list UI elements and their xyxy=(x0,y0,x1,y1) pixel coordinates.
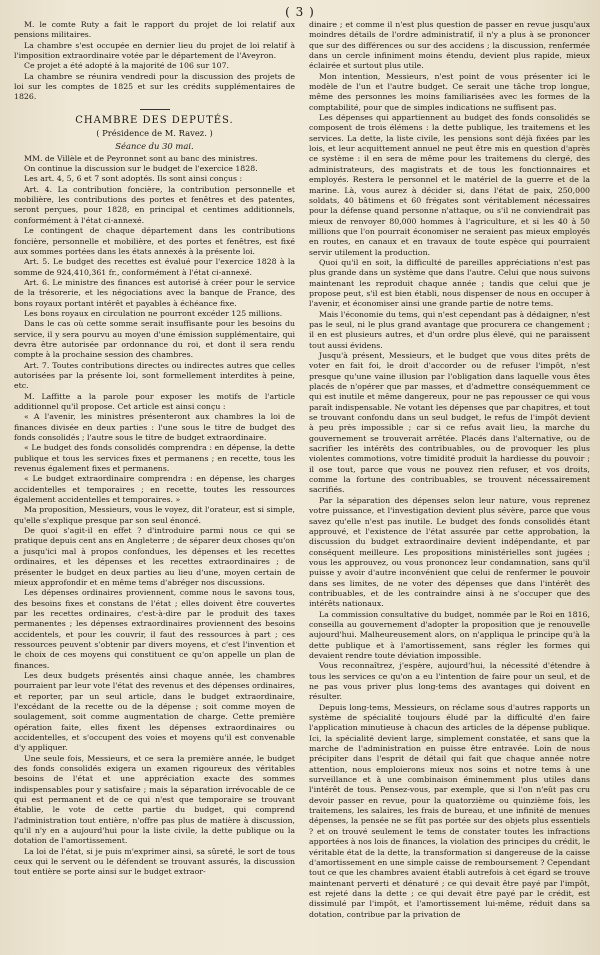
body-paragraph: Dans le cas où cette somme serait insuffisante pour les besoins du service, il y sera pourvu au moyen d'une émission supplémentaire, qui devra être autorisée par ordonnance du roi, et dont il sera rendu compte à la prochaine session des chambres. xyxy=(14,319,295,360)
body-paragraph: Les bons royaux en circulation ne pourront excéder 125 millions. xyxy=(24,308,283,318)
intro-paragraph: La chambre se réunira vendredi pour la discussion des projets de loi sur les comptes de 1825 et sur les crédits supplémentaires de 1826. xyxy=(14,71,295,102)
body-paragraph: Les dépenses ordinaires proviennent, comme nous le savons tous, des besoins fixes et constans de l'état ; elles doivent être couvertes par les recettes ordinaires, c'est-à-dire par le produit des taxes permanentes ; les dépenses extraordinaires proviennent des besoins accidentels, et pour les couvrir, il faut des ressources à part ; ces ressources peuvent s'obtenir par divers moyens, et c'est l'invention et le choix de ces moyens qui constituent ce qu'on appelle un plan de finances. xyxy=(14,588,295,670)
right-column xyxy=(309,20,590,949)
intro-paragraph: La chambre s'est occupée en dernier lieu du projet de loi relatif à l'imposition extraordinaire votée par le département de l'Aveyron. xyxy=(14,40,295,61)
body-paragraph: Les dépenses qui appartiennent au budget des fonds consolidés se composent de trois élémens : la dette publique, les traitemens et les services. La dette, la liste civile, les pensions sont déjà fixées par les lois, et leur acquittement annuel ne peut être mis en question d'après ce système : il en sera de même pour les traitemens du clergé, des administrateurs, des magistrats et de tous les fonctionnaires et employés. Restera le personnel et le matériel de la guerre et de la marine. Là, vous aurez à décider si, dans l'état de paix, 250,000 soldats, 40 bâtimens et 60 frégates sont véritablement nécessaires pour la défense quand personne n'attaque, ou s'il ne conviendrait pas mieux de renvoyer 80,000 hommes à l'agriculture, et si les 40 à 50 millions que l'on pourrait économiser ne seraient pas mieux employés en routes, en canaux et en travaux de toute espèce qui pourraient servir utilement la production. xyxy=(309,113,590,257)
body-paragraph: Vous reconnaîtrez, j'espère, aujourd'hui, la nécessité d'étendre à tous les services ce qu'on a eu l'intention de faire pour un seul, et de ne pas vous priver plus long-tems des avantages qui doivent en résulter. xyxy=(309,661,590,702)
body-paragraph: Mais l'économie du tems, qui n'est cependant pas à dédaigner, n'est pas le seul, ni le plus grand avantage que procurera ce changement ; il en est plusieurs autres, et d'un ordre plus élevé, qui ne paraissent tout aussi évidens. xyxy=(309,309,590,350)
body-paragraph: Jusqu'à présent, Messieurs, et le budget que vous dites prêts de voter en fait foi, le droit d'accorder ou de refuser l'impôt, n'est presque qu'une vaine illusion par l'obligation dans laquelle vous êtes placés de n'opérer que par masses, et d'admettre conséquemment ce qui est inutile et même dangereux, pour ne pas repousser ce qui vous paraît indispensable. Ne votant les dépenses que par chapitres, et tout se trouvant confondu dans un seul budget, le refus de l'impôt devient à peu près impossible ; car si ce refus avait lieu, la marche du gouvernement se trouverait arrêtée. Placés dans l'alternative, ou de sacrifier les intérêts des contribuables, ou de provoquer les plus violentes commotions, votre timidité produit la hardiesse du pouvoir ; il ose tout, parce que vous ne pouvez rien refuser, et vos droits, comme la fortune des contribuables, se trouvent nécessairement sacrifiés. xyxy=(309,351,590,495)
body-paragraph: « A l'avenir, les ministres présenteront aux chambres la loi de finances divisée en deux parties : l'une sous le titre de budget des fonds consolidés ; l'autre sous le titre de budget extraordinaire. xyxy=(14,412,295,443)
body-paragraph: Depuis long-tems, Messieurs, on réclame sous d'autres rapports un système de spécialité toujours éludé par la difficulté d'en faire l'application minutieuse à chacun des articles de la dépense publique. Ici, la spécialité devient large, simplement constatée, et sans que la marche de l'administration en puisse être entravée. Loin de nous précipiter dans l'esprit de détail qui fait que chaque année notre attention, nous emploierons mieux nos soins et notre tems à une surveillance et à une combinaison éminemment plus utiles dans l'intérêt de tous. Pensez-vous, par exemple, que si l'on n'eût pas cru devoir passer en revue, pour la quatorzième ou quinzième fois, les traitemens, les salaires, les frais de bureau, et une infinité de menues dépenses, la pensée ne se fût pas portée sur des objets plus essentiels ? et on trouvé seulement le tems de constater toutes les infractions apportées à nos lois de finances, la violation des principes du crédit, le véritable état de la dette, la transformation si dangereuse de la caisse d'amortissement en une simple caisse de remboursement ? Cependant tout ce que les chambres avaient établi autrefois à cet égard se trouve maintenant perverti et dénaturé ; ce qui devait être payé par l'impôt, est rejeté dans la dette ; ce qui devait être payé par le crédit, est dissimulé par l'impôt, et l'amortissement lui-même, réduit dans sa dotation, contribue par la privation de xyxy=(309,702,590,919)
body-paragraph: Les deux budgets présentés ainsi chaque année, les chambres pourraient par leur vote l'état des revenus et des dépenses ordinaires, et reporter, par un seul article, dans le budget extraordinaire, l'excédant de la recette ou de la dépense ; soit comme moyen de soulagement, soit comme augmentation de charge. Cette première opération faite, elles fixent les dépenses extraordinaires ou accidentelles, et s'occupent des voies et moyens qu'il est convenable d'y appliquer. xyxy=(14,670,295,753)
body-paragraph: Quoi qu'il en soit, la difficulté de pareilles appréciations n'est pas plus grande dans un système que dans l'autre. Celui que nous suivons maintenant les reproduit chaque année ; tandis que celui que je propose peut, s'il est bien établi, nous dispenser de nous en occuper à l'avenir, et économiser ainsi une grande partie de notre tems. xyxy=(309,257,590,309)
body-paragraph: Art. 7. Toutes contributions directes ou indirectes autres que celles autorisées par la présente loi, sont formellement interdites à peine, etc. xyxy=(14,360,295,391)
body-paragraph: Le contingent de chaque département dans les contributions foncière, personnelle et mobilière, et des portes et fenêtres, est fixé aux sommes portées dans les états annexés à la présente loi. xyxy=(14,226,295,256)
body-paragraph: Ma proposition, Messieurs, vous le voyez, dit l'orateur, est si simple, qu'elle s'explique presque par son seul énoncé. xyxy=(14,505,295,525)
body-paragraph: On continue la discussion sur le budget de l'exercice 1828. xyxy=(24,164,258,174)
body-paragraph: dinaire ; et comme il n'est plus question de passer en revue jusqu'aux moindres détails de l'ordre administratif, il n'y a plus à se prononcer que sur des différences ou sur des accidens ; la discussion, renfermée dans un cercle infiniment moins étendu, devient plus rapide, mieux éclairée et surtout plus utile. xyxy=(309,20,590,71)
intro-paragraph: M. le comte Ruty a fait le rapport du projet de loi relatif aux pensions militaires. xyxy=(14,20,295,40)
body-paragraph: Les art. 4, 5, 6 et 7 sont adoptés. Ils sont ainsi conçus : xyxy=(24,174,243,184)
body-paragraph: Une seule fois, Messieurs, et ce sera la première année, le budget des fonds consolidés exigera un examen rigoureux des véritables besoins de l'état et une appréciation exacte des sommes indispensables pour y satisfaire ; mais la séparation irrévocable de ce qui est permanent et de ce qui n'est que temporaire se trouvant établie, le vote de cette partie du budget, qui comprend l'administration tout entière, n'offre pas plus de matière à discussion, qu'il n'y en a aujourd'hui pour la liste civile, la dette publique ou la dotation de l'amortissement. xyxy=(14,753,295,846)
seance-date: Séance du 30 mai. xyxy=(115,140,194,151)
body-paragraph: La loi de l'état, si je puis m'exprimer ainsi, sa sûreté, le sort de tous ceux qui le servent ou le défendent se trouvant assurés, la discussion tout entière se porte ainsi sur le budget extraor- xyxy=(14,846,295,877)
body-paragraph: La commission consultative du budget, nommée par le Roi en 1816, conseilla au gouvernement d'adopter la proposition que je renouvelle aujourd'hui. Malheureusement alors, on n'appliqua le principe qu'à la dette publique et à l'amortissement, sans régler les formes qui devaient rendre toute déviation impossible. xyxy=(309,609,590,660)
two-column-body xyxy=(14,20,590,949)
chamber-heading: CHAMBRE DES DEPUTÉS. xyxy=(75,114,234,126)
body-paragraph: MM. de Villèle et de Peyronnet sont au banc des ministres. xyxy=(24,153,258,163)
presidence-line: ( Présidence de M. Ravez. ) xyxy=(96,127,213,138)
left-column xyxy=(14,20,295,949)
body-paragraph: M. Laffitte a la parole pour exposer les motifs de l'article additionnel qu'il propose. Cet article est ainsi conçu : xyxy=(14,391,295,411)
intro-paragraph: Ce projet a été adopté à la majorité de 106 sur 107. xyxy=(24,61,230,71)
body-paragraph: Art. 6. Le ministre des finances est autorisé à créer pour le service de la trésorerie, et les négociations avec la banque de France, des bons royaux portant intérêt et payables à échéance fixe. xyxy=(14,277,295,308)
body-paragraph: Art. 4. La contribution foncière, la contribution personnelle et mobilière, les contributions des portes et fenêtres et des patentes, seront perçues, pour 1828, en principal et centimes additionnels, conformément à l'état ci-annexé. xyxy=(14,184,295,225)
body-paragraph: Art. 5. Le budget des recettes est évalué pour l'exercice 1828 à la somme de 924,410,361 fr., conformément à l'état ci-annexé. xyxy=(14,257,295,277)
body-paragraph: « Le budget des fonds consolidés comprendra : en dépense, la dette publique et tous les services fixes et permanens ; en recette, tous les revenus également fixes et permanens. xyxy=(14,443,295,474)
body-paragraph: « Le budget extraordinaire comprendra : en dépense, les charges accidentelles et temporaires ; en recette, toutes les ressources également accidentelles et temporaires. » xyxy=(14,474,295,505)
section-divider xyxy=(140,109,170,110)
body-paragraph: De quoi s'agit-il en effet ? d'introduire parmi nous ce qui se pratique depuis cent ans en Angleterre ; de séparer deux choses qu'on a jusqu'ici mal à propos confondues, les dépenses et les recettes ordinaires, et les dépenses et les recettes extraordinaires ; de présenter le budget en deux parties au lieu d'une, moyen certain de mieux approfondir et en même tems d'abréger nos discussions. xyxy=(14,526,295,587)
body-paragraph: Mon intention, Messieurs, n'est point de vous présenter ici le modèle de l'un et l'autre budget. Ce serait une tâche trop longue, même des personnes les moins familiarisées avec les formes de la comptabilité, pour que de simples indications ne suffisent pas. xyxy=(309,71,590,112)
page-number: ( 3 ) xyxy=(285,5,315,19)
body-paragraph: Par la séparation des dépenses selon leur nature, vous reprenez votre puissance, et l'investigation devient plus sévère, parce que vous savez qu'elle n'est pas inutile. Le budget des fonds consolidés étant approuvé, et l'existence de l'état assurée par cette approbation, la discussion du budget extraordinaire devient indépendante, et par conséquent meilleure. Les propositions ministérielles sont jugées ; vous les approuvez, ou vous prononcez leur condamnation, sans qu'il puisse y avoir d'autre inconvénient que celui de renfermer le pouvoir dans ses limites, de ne voter des dépenses que dans l'intérêt des contribuables, et de les contraindre ainsi à ne s'occuper que des intérêts nationaux. xyxy=(309,495,590,609)
